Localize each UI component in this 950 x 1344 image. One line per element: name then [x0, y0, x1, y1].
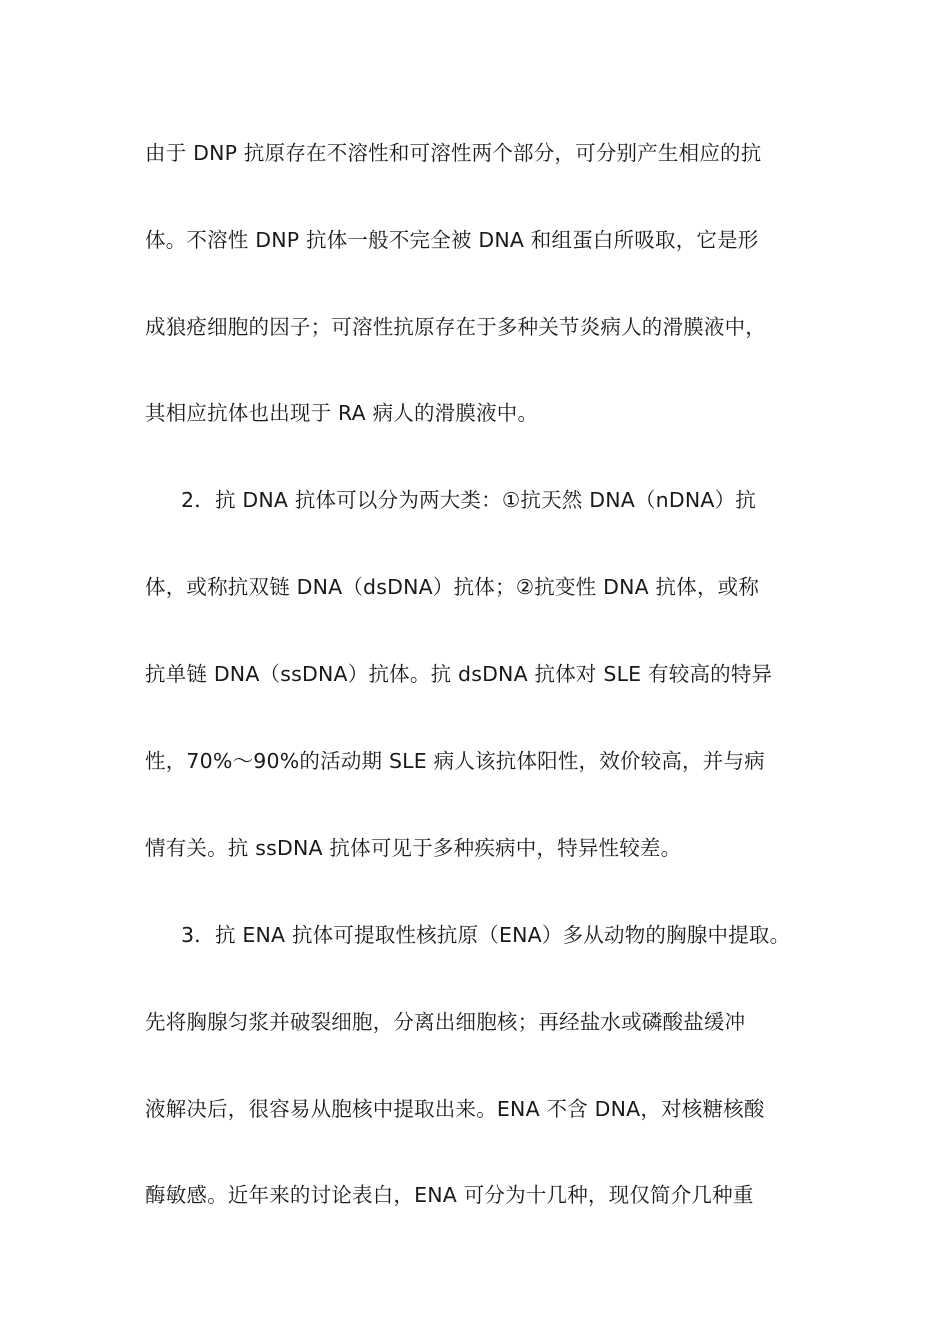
paragraph-line: 液解决后，很容易从胞核中提取出来。ENA 不含 DNA，对核糖核酸 — [145, 1097, 765, 1121]
paragraph-line: 体，或称抗双链 DNA（dsDNA）抗体；②抗变性 DNA 抗体，或称 — [145, 575, 760, 599]
paragraph-line: 3．抗 ENA 抗体可提取性核抗原（ENA）多从动物的胸腺中提取。 — [181, 923, 791, 947]
paragraph-line: 其相应抗体也出现于 RA 病人的滑膜液中。 — [145, 401, 539, 425]
paragraph-line: 由于 DNP 抗原存在不溶性和可溶性两个部分，可分别产生相应的抗 — [145, 141, 762, 165]
paragraph-line: 先将胸腺匀浆并破裂细胞，分离出细胞核；再经盐水或磷酸盐缓冲 — [145, 1010, 746, 1034]
paragraph-line: 情有关。抗 ssDNA 抗体可见于多种疾病中，特异性较差。 — [145, 836, 682, 860]
paragraph-line: 抗单链 DNA（ssDNA）抗体。抗 dsDNA 抗体对 SLE 有较高的特异 — [145, 662, 773, 686]
paragraph-line: 体。不溶性 DNP 抗体一般不完全被 DNA 和组蛋白所吸取，它是形 — [145, 228, 759, 252]
paragraph-line: 性，70%～90%的活动期 SLE 病人该抗体阳性，效价较高，并与病 — [145, 749, 765, 773]
paragraph-line: 2．抗 DNA 抗体可以分为两大类：①抗天然 DNA（nDNA）抗 — [181, 488, 756, 512]
paragraph-line: 酶敏感。近年来的讨论表白，ENA 可分为十几种，现仅简介几种重 — [145, 1183, 754, 1207]
paragraph-line: 成狼疮细胞的因子；可溶性抗原存在于多种关节炎病人的滑膜液中， — [145, 315, 766, 339]
